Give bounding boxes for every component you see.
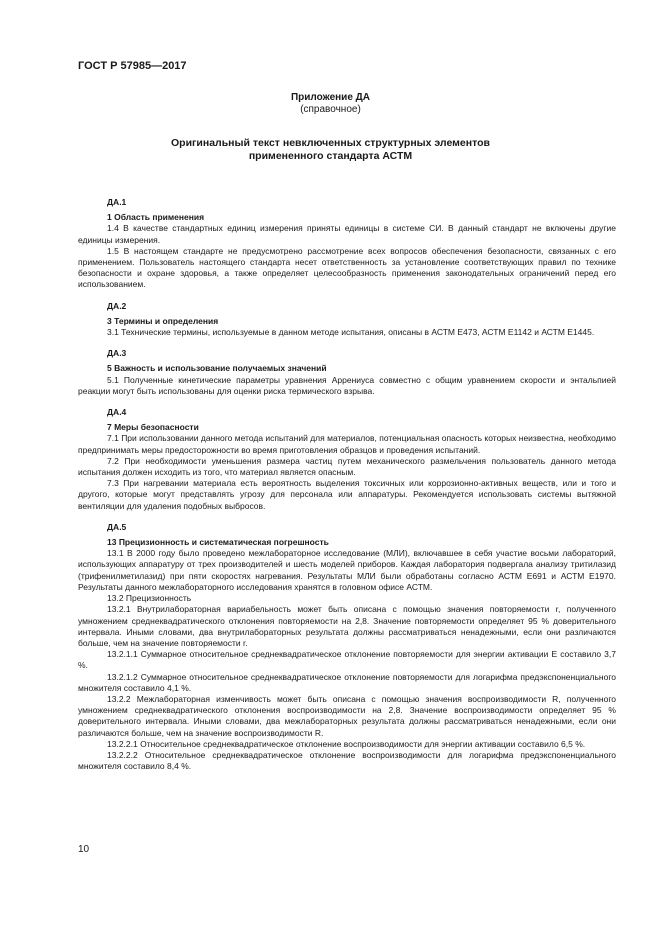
annex-heading-line-2: примененного стандарта АСТМ [248, 150, 413, 162]
section-label: ДА.1 [107, 197, 127, 207]
annex-title: Приложение ДА [290, 92, 371, 103]
section-label: ДА.3 [107, 348, 127, 359]
section-paragraph: 13.1 В 2000 году было проведено межлабораторное исследование (МЛИ), включавшее в себя участие восьми лабораторий, использующих аппаратуру от трех производителей и шесть моделей приборов. Каждая лаборатория подвергала анализу тритилазид (трифенилметилазид) при пяти скоростях нагревания. Результаты МЛИ были обработаны согласно АСТМ Е691 и АСТМ Е1970. Результаты данного межлабораторного исследования хранятся в головном офисе АСТМ. [78, 548, 616, 592]
section-paragraph: 13.2.2.2 Относительное среднеквадратическое отклонение воспроизводимости для логарифма предэкспоненциального множителя составило 8,4 %. [78, 749, 616, 772]
section-paragraph: 3.1 Технические термины, используемые в данном методе испытания, описаны в АСТМ Е473, АСТМ Е1142 и АСТМ Е1445. [107, 327, 595, 338]
section-paragraph: 13.2.1.1 Суммарное относительное среднеквадратическое отклонение повторяемости для энергии активации E составило 3,7 %. [78, 649, 616, 671]
section-heading: 1 Область применения [107, 212, 205, 223]
section-paragraph: 7.1 При использовании данного метода испытаний для материалов, потенциальная опасность которых неизвестна, необходимо предпринимать меры предосторожности во время приготовления образцов и проведения испытаний. [78, 433, 616, 455]
section-heading: 3 Термины и определения [107, 315, 219, 326]
section-paragraph: 13.2.2 Межлабораторная изменчивость может быть описана с помощью значения воспроизводимости R, полученного умножением среднеквадратического отклонения воспроизводимости на 2,8. Значение воспроизводимости определяет 95 % доверительного интервала. Иными словами, два межлабораторных результата должны рассматриваться ненадежными, если они различаются больше, чем на значение воспроизводимости R. [78, 693, 616, 738]
section-heading: 7 Меры безопасности [107, 422, 199, 433]
annex-heading-line-1: Оригинальный текст невключенных структурных элементов [171, 137, 490, 149]
document-body [78, 197, 616, 772]
annex-subtitle: (справочное) [300, 104, 361, 115]
section-paragraph: 7.3 При нагревании материала есть вероятность выделения токсичных или коррозионно-активных веществ, или и того и другого, которые могут представлять угрозу для персонала или аппаратуры. Рекомендуется использовать системы вытяжной вентиляции для удаления подобных выбросов. [78, 478, 616, 511]
section-heading: 5 Важность и использование получаемых значений [107, 363, 327, 374]
section-label: ДА.5 [107, 521, 127, 532]
section-paragraph: 13.2 Прецизионность [107, 593, 192, 604]
section-paragraph: 13.2.1.2 Суммарное относительное среднеквадратическое отклонение повторяемости для логарифма предэкспоненциального множителя составило 4,1 %. [78, 671, 616, 693]
section-paragraph: 5.1 Полученные кинетические параметры уравнения Аррениуса совместно с общим уравнением скорости и энтальпией реакции могут быть использованы для оценки риска термического взрыва. [78, 374, 616, 396]
section-paragraph: 7.2 При необходимости уменьшения размера частиц путем механического размельчения пользователь данного метода испытания должен исходить из того, что материал является опасным. [78, 455, 616, 478]
section-paragraph: 13.2.1 Внутрилабораторная вариабельность может быть описана с помощью значения повторяемости r, полученного умножением среднеквадратического отклонения повторяемости на 2,8. Значение повторяемости определяет 95 % доверительного интервала. Иными словами, два внутрилабораторных результата должны рассматриваться ненадежными, если они различаются больше, чем на значение повторяемости r. [78, 604, 616, 648]
section-heading: 13 Прецизионность и систематическая погрешность [107, 537, 329, 548]
section-paragraph: 13.2.2.1 Относительное среднеквадратическое отклонение воспроизводимости для энергии активации составило 6,5 %. [107, 738, 586, 749]
page-number: 10 [78, 844, 90, 855]
section-paragraph: 1.5 В настоящем стандарте не предусмотрено рассмотрение всех вопросов обеспечения безопасности, связанных с его применением. Пользователь настоящего стандарта несет ответственность за установление соответствующих правил по технике безопасности и охране здоровья, а также определяет целесообразность применения законодательных ограничений перед его использованием. [78, 245, 616, 290]
section-label: ДА.2 [107, 300, 127, 311]
document-number: ГОСТ Р 57985—2017 [78, 60, 187, 72]
annex-heading [0, 137, 661, 163]
section-label: ДА.4 [107, 407, 127, 418]
section-paragraph: 1.4 В качестве стандартных единиц измерения приняты единицы в системе СИ. В данный стандарт не включены другие единицы измерения. [78, 223, 616, 245]
annex-block [0, 92, 661, 116]
